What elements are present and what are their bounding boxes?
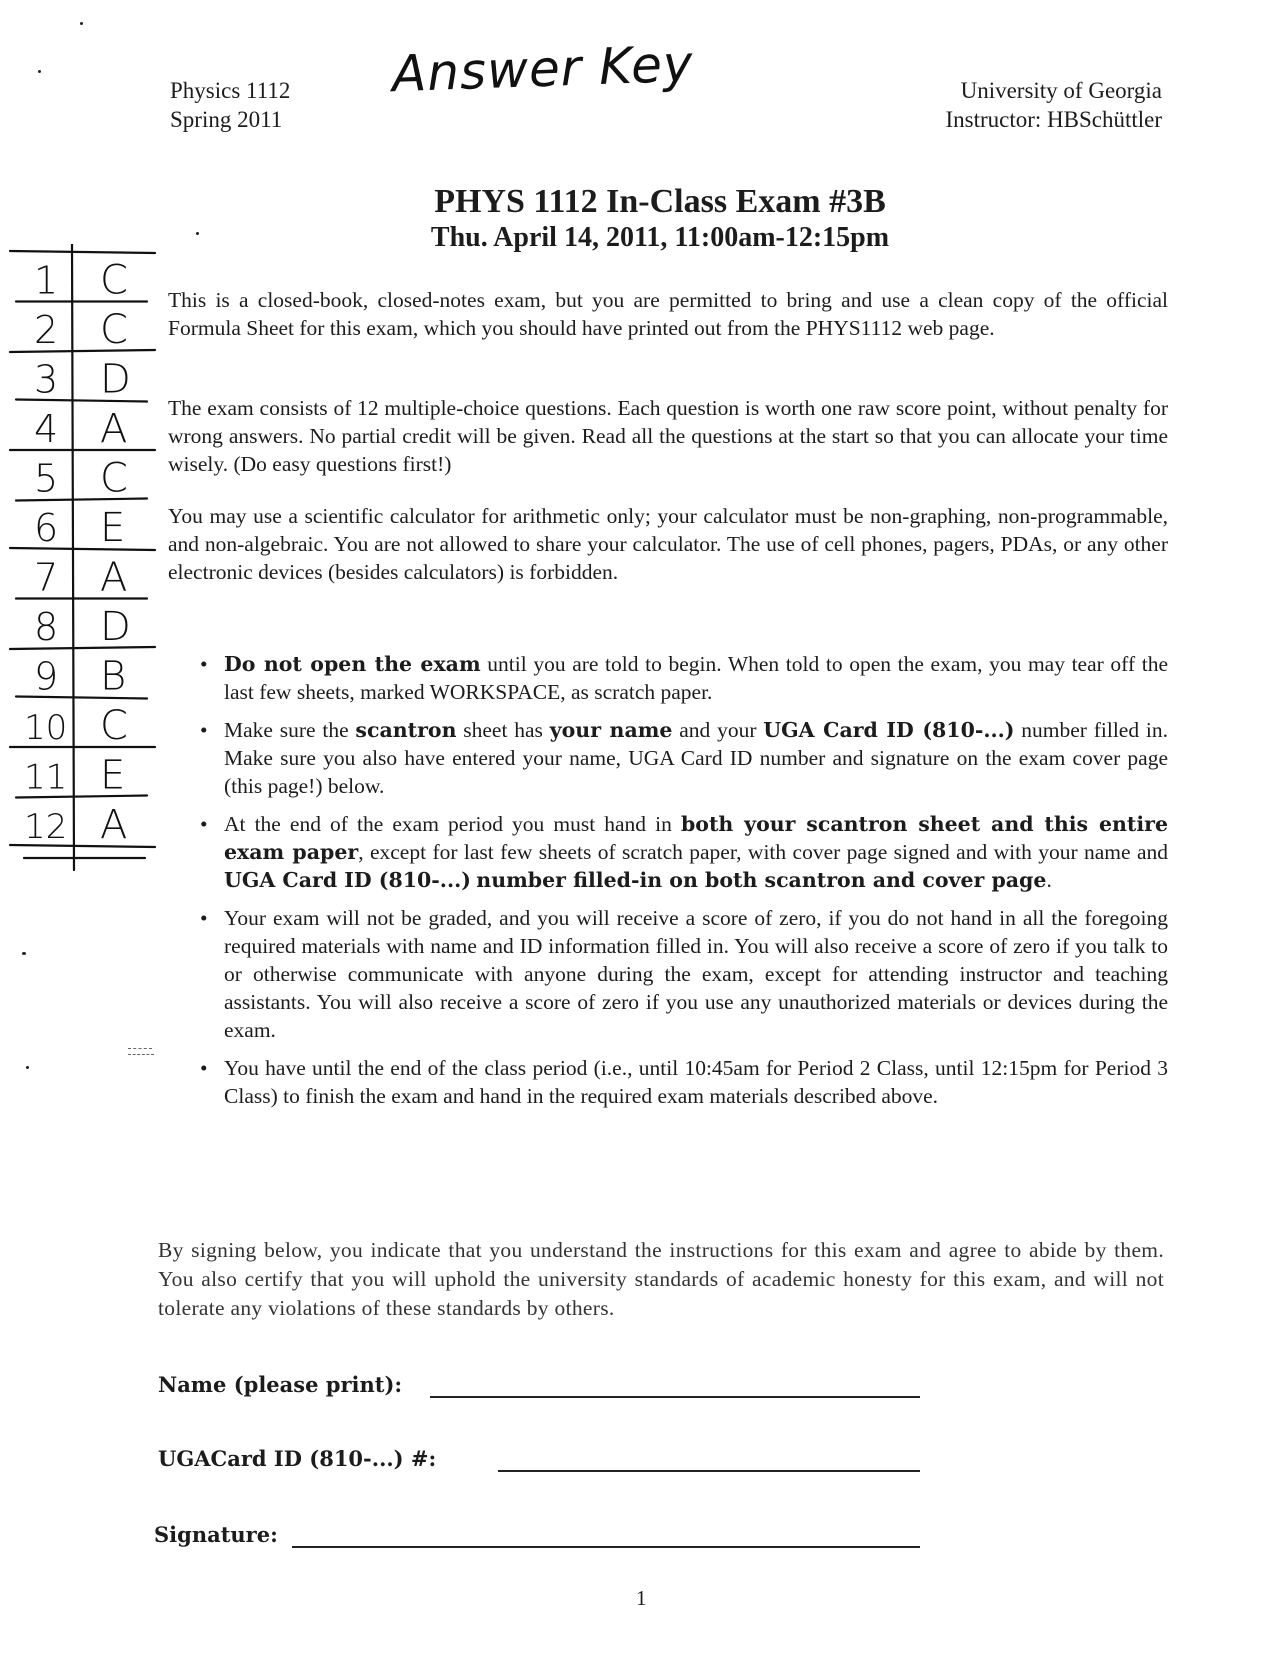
rule-emphasis: UGA Card ID (810-...) xyxy=(224,868,471,892)
scan-mark xyxy=(128,1054,154,1055)
scan-speck xyxy=(26,1066,29,1069)
answer-key-handwritten: Answer Key xyxy=(391,34,695,104)
rule-score-zero: • Your exam will not be graded, and you will receive a score of zero, if you do not hand in all the foregoing required materials with name and ID information filled in. You will also receive a score of zero if you talk to or otherwise communicate with anyone during the exam, except for attending instructor and teaching assistants. You will also receive a score of zero if you use any unauthorized materials or devices during the exam. xyxy=(200,904,1168,1044)
rule-text: . xyxy=(1046,868,1052,892)
answer-grid-rule xyxy=(10,251,155,253)
rule-emphasis: both your scantron sheet and this entire exam paper xyxy=(224,812,1168,864)
answer-question-number: 2 xyxy=(34,308,59,352)
instruction-paragraph-calculator: You may use a scientific calculator for arithmetic only; your calculator must be non-graphing, non-programmable, and non-algebraic. You are not allowed to share your calculator. The use of cell phones, pagers, PDAs, or any other electronic devices (besides calculators) is forbidden. xyxy=(168,504,1168,584)
answer-choice: E xyxy=(100,752,126,799)
course-name: Physics 1112 xyxy=(170,78,291,103)
answer-question-number: 8 xyxy=(34,605,59,649)
scan-speck xyxy=(38,70,41,73)
answer-question-number: 11 xyxy=(24,757,68,798)
uga-card-id-field[interactable] xyxy=(498,1470,920,1472)
rule-emphasis: Do not open the exam xyxy=(224,652,481,676)
rule-text: , except for last few sheets of scratch paper, with cover page signed and with your name and xyxy=(358,840,1168,864)
signature-label: Signature: xyxy=(154,1522,278,1547)
rule-text: Make sure the xyxy=(224,718,356,742)
rule-scantron-info xyxy=(200,716,1168,800)
rule-time-limit: • You have until the end of the class period (i.e., until 10:45am for Period 2 Class, until 12:15pm for Period 3 Class) to finish the exam and hand in the required exam materials described above. xyxy=(200,1054,1168,1110)
answer-choice: A xyxy=(100,406,128,452)
answer-choice: C xyxy=(100,455,128,502)
answer-choice: C xyxy=(100,257,128,304)
university-name: University of Georgia xyxy=(960,78,1162,103)
instruction-paragraph-closed-book: This is a closed-book, closed-notes exam, but you are permitted to bring and use a clean copy of the official Formula Sheet for this exam, which you should have printed out from the PHYS1112 web page. xyxy=(168,288,1168,340)
answer-question-number: 4 xyxy=(34,407,59,451)
answer-question-number: 10 xyxy=(24,708,68,748)
answer-choice: C xyxy=(100,307,128,353)
rule-text: until you are told to begin. When told to open the exam, you may tear off the last few sheets, marked WORKSPACE, as scratch paper. xyxy=(224,652,1168,704)
rule-do-not-open xyxy=(200,650,1168,706)
answer-key-grid xyxy=(0,244,170,924)
answer-question-number: 5 xyxy=(34,456,59,501)
answer-choice: A xyxy=(100,554,128,601)
rule-emphasis: scantron xyxy=(355,718,457,742)
uga-card-id-label: UGACard ID (810-...) #: xyxy=(158,1446,437,1471)
answer-grid-divider xyxy=(72,244,74,870)
answer-grid-entries xyxy=(24,258,131,849)
rule-hand-in xyxy=(200,810,1168,894)
instructor-name: Instructor: HBSchüttler xyxy=(945,107,1162,132)
answer-grid-rule xyxy=(10,647,155,649)
scan-speck xyxy=(22,952,26,955)
answer-grid-rule xyxy=(10,350,155,352)
rule-text: and your xyxy=(672,718,764,742)
answer-choice: D xyxy=(100,356,131,403)
instruction-paragraph-scoring: The exam consists of 12 multiple-choice questions. Each question is worth one raw score point, without penalty for wrong answers. No partial credit will be given. Read all the questions at the start so that you can allocate your time wisely. (Do easy questions first!) xyxy=(168,396,1168,476)
scan-mark xyxy=(128,1048,152,1049)
answer-question-number: 7 xyxy=(34,555,59,600)
rule-text: number filled in. Make sure you also have entered your name, UGA Card ID number and signature on the exam cover page (this page!) below. xyxy=(224,718,1168,798)
scan-speck xyxy=(80,22,83,25)
answer-question-number: 6 xyxy=(34,506,59,550)
name-label: Name (please print): xyxy=(158,1372,403,1397)
answer-question-number: 1 xyxy=(34,258,59,303)
rule-text: sheet has xyxy=(456,718,550,742)
answer-question-number: 3 xyxy=(34,357,59,402)
answer-choice: C xyxy=(100,703,128,749)
answer-grid-rule xyxy=(10,548,155,550)
rule-text: At the end of the exam period you must hand in xyxy=(224,812,681,836)
answer-question-number: 9 xyxy=(34,654,59,699)
answer-choice: D xyxy=(100,604,131,650)
answer-question-number: 12 xyxy=(24,807,68,847)
page-number: 1 xyxy=(636,1586,647,1610)
signature-field[interactable] xyxy=(292,1546,920,1548)
term: Spring 2011 xyxy=(170,107,283,132)
answer-choice: E xyxy=(100,505,126,551)
answer-choice: B xyxy=(100,653,127,700)
exam-title: PHYS 1112 In-Class Exam #3B xyxy=(434,183,886,220)
scan-speck xyxy=(196,232,199,235)
rule-emphasis: your name xyxy=(549,718,673,742)
honesty-pledge: By signing below, you indicate that you understand the instructions for this exam and agree to abide by them. You also certify that you will uphold the university standards of academic honesty for this exam, and will not tolerate any violations of these standards by others. xyxy=(158,1238,1164,1320)
rule-emphasis: number filled-in on both scantron and cover page xyxy=(476,868,1047,892)
rule-emphasis: UGA Card ID (810-...) xyxy=(763,718,1015,742)
exam-date: Thu. April 14, 2011, 11:00am-12:15pm xyxy=(430,222,890,253)
name-field[interactable] xyxy=(430,1396,920,1398)
rules-list xyxy=(200,650,1168,1120)
answer-choice: A xyxy=(100,802,128,848)
